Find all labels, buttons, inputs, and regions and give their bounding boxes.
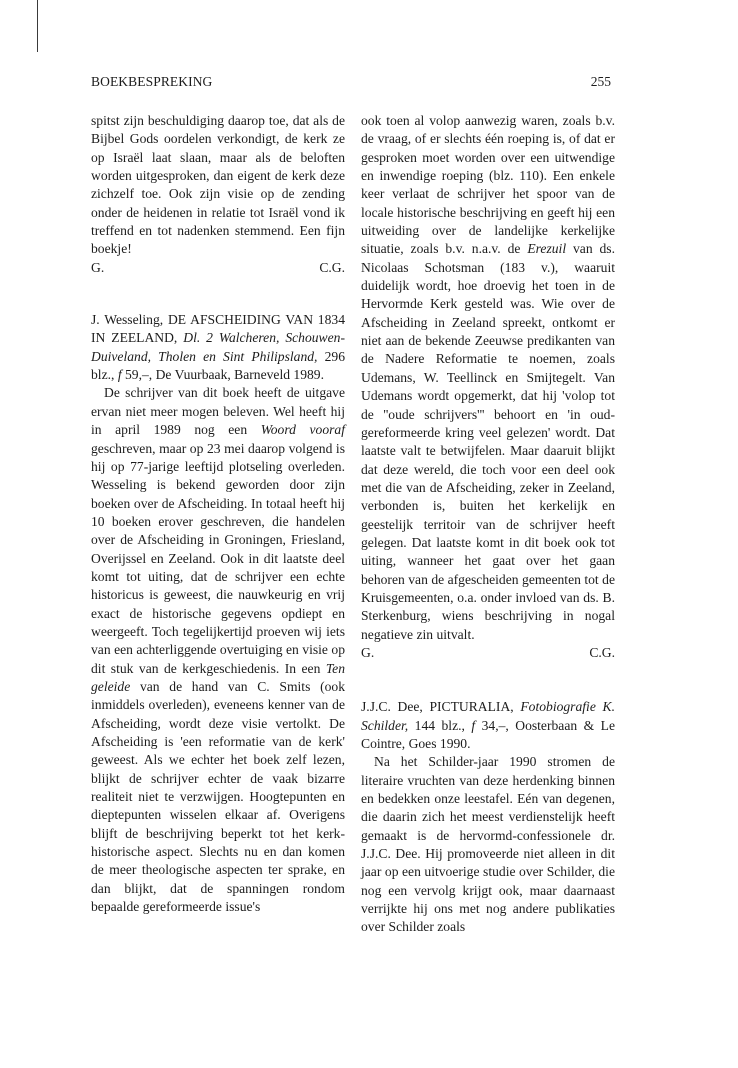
signoff-reviewer: C.G. — [589, 644, 615, 660]
book-title: Dl. 2 Walcheren, Schouwen-Duiveland, Tholen en Sint Philipsland, — [91, 330, 345, 364]
signoff-initial: G. — [361, 644, 375, 660]
review-1-signoff — [91, 259, 345, 277]
signoff-reviewer: C.G. — [319, 259, 345, 275]
review-2-signoff — [361, 644, 615, 662]
review-1-closing-paragraph: spitst zijn beschuldiging daarop toe, dat als de Bijbel Gods oordelen verkondigt, de kerk ze op Israël laat slaan, maar als de beloften worden uitgesproken, dan eigent de kerk deze zichzelf toe. Ook zijn visie op de zending onder de heidenen in relatie tot Israël vond ik treffend en tot nadenken stemmend. Een fijn boekje! — [91, 113, 345, 257]
review-3-body: Na het Schilder-jaar 1990 stromen de literaire vruchten van deze herdenking binnen en bedekken onze leestafel. Eén van degenen, die daarin zich het meest verdienstelijk heeft gemaakt is de hervormd-confessionele dr. J.J.C. Dee. Hij promoveerde niet alleen in dit jaar op een uitvoerige studie over Schilder, die nog een vervolg krijgt ook, maar daarnaast verrijkte hij ons met nog andere publikaties over Schilder zoals — [361, 754, 615, 935]
review-2-bibliographic-entry: J. Wesseling, DE AFSCHEIDING VAN 1834 IN ZEELAND, Dl. 2 Walcheren, Schouwen-Duiveland, Tholen en Sint Philipsland, 296 blz., f 59,–, De Vuurbaak, Barneveld 1989. — [91, 312, 345, 383]
right-column — [361, 112, 615, 937]
page-header — [91, 74, 611, 94]
running-head: BOEKBESPREKING — [91, 74, 213, 89]
price-currency: f — [471, 717, 476, 733]
price-currency: f — [117, 367, 122, 383]
review-2-body: De schrijver van dit boek heeft de uitgave ervan niet meer mogen beleven. Wel heeft hij in april 1989 nog een Woord vooraf geschreven, maar op 23 mei daarop volgend is hij op 77-jarige leeftijd plotseling overleden. Wesseling is bekend geworden door zijn boeken over de Afscheiding. In totaal heeft hij 10 boeken erover geschreven, die handelen over de Afscheiding in Groningen, Friesland, Overijssel en Zeeland. Ook in dit laatste deel komt tot uiting, dat de schrijver een echte historicus is geweest, die nauwkeurig en vrij exact de historische gegevens opdiept en weergeeft. Toch tegelijkertijd proeven wij iets van een achterliggende overtuiging en visie op dit stuk van de kerkgeschiedenis. In een Ten geleide van de hand van C. Smits (ook inmiddels overleden), eveneens kenner van de Afscheiding, wordt deze visie vertolkt. De Afscheiding is 'een reformatie van de kerk' geweest. Als we echter het boek zelf lezen, blijkt de schrijver echter de vaak bizarre realiteit niet te verzwijgen. Hoogtepunten en dieptepunten wisselen elkaar af. Overigens blijft de beschrijving beperkt tot het kerk-historische aspect. Slechts nu en dan komen de meer theologische aspecten ter sprake, en dan blijkt, dat de spanningen rondom bepaalde gereformeerde issue's — [91, 385, 345, 915]
signoff-initial: G. — [91, 259, 105, 275]
book-title: Fotobiografie K. Schilder, — [361, 699, 615, 733]
left-column — [91, 112, 345, 916]
margin-rule — [37, 0, 38, 52]
review-2-continuation: ook toen al volop aanwezig waren, zoals b.v. de vraag, of er slechts één roeping is, of dat er gesproken moet worden over een uitwendige en inwendige roeping (blz. 110). Een enkele keer verlaat de schrijver het spoor van de locale historische beschrijving en geeft hij een uitweiding over de landelijke kerkelijke situatie, zoals b.v. n.a.v. de Erezuil van ds. Nicolaas Schotsman (183 v.), waaruit duidelijk wordt, hoe droevig het toen in de Hervormde Kerk gesteld was. Wie over de Afscheiding in Zeeland spreekt, ontkomt er niet aan de bekende Zeeuwse predikanten van de Nadere Reformatie te noemen, zoals Udemans, W. Teellinck en Smijtegelt. Van Udemans wordt opgemerkt, dat hij 'volop tot de ''oude schrijvers''' behoort en 'in oud-gereformeerde kring veel gelezen' wordt. Dat laatste valt te betwijfelen. Maar daaruit blijkt dat deze wereld, die toch voor een deel ook met die van de Afscheiding, zeker in Zeeland, verbonden is, buiten het kerkelijk en geestelijk territoir van de schrijver heeft gelegen. Dat laatste komt in dit boek ook tot uiting, wanneer het gaat over het gaan behoren van de afgescheiden gemeenten tot de Kruisgemeenten, o.a. onder invloed van ds. B. Sterkenburg, wiens beschrijving in nogal negatieve zin uitvalt. — [361, 113, 615, 642]
page-number: 255 — [590, 74, 611, 89]
review-3-bibliographic-entry: J.J.C. Dee, PICTURALIA, Fotobiografie K. Schilder, 144 blz., f 34,–, Oosterbaan & Le Cointre, Goes 1990. — [361, 699, 615, 751]
